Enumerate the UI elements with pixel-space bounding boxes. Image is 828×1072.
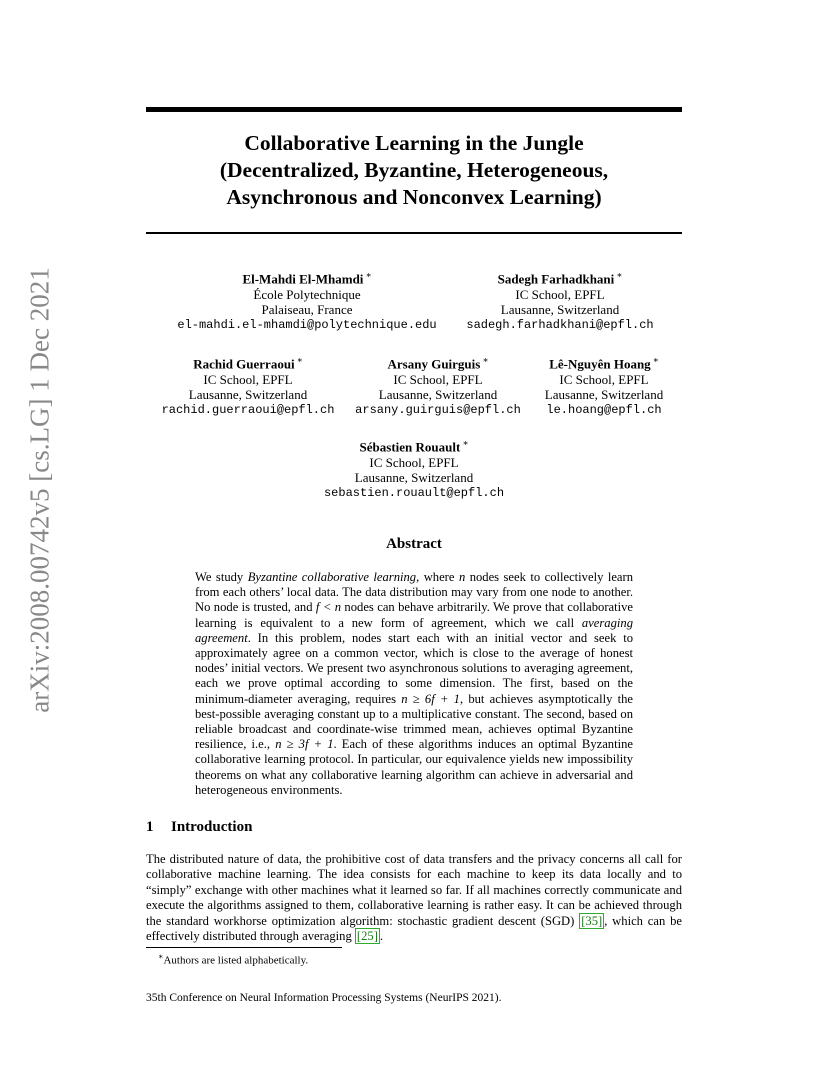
citation-link[interactable]: [25] bbox=[356, 929, 378, 944]
author-block-3: Rachid Guerraoui ∗ IC School, EPFL Lausanne, Switzerland rachid.guerraoui@epfl.ch bbox=[150, 353, 346, 418]
author-name: Sadegh Farhadkhani bbox=[497, 271, 615, 287]
author-email[interactable]: el-mahdi.el-mhamdi@polytechnique.edu bbox=[177, 317, 437, 332]
author-affiliation: IC School, EPFL bbox=[203, 371, 293, 387]
author-affiliation: IC School, EPFL bbox=[515, 286, 605, 302]
author-name: Lê-Nguyên Hoang bbox=[549, 356, 651, 372]
author-block-2: Sadegh Farhadkhani ∗ IC School, EPFL Lausanne, Switzerland sadegh.farhadkhani@epfl.ch bbox=[462, 268, 658, 333]
author-affiliation: IC School, EPFL bbox=[369, 454, 459, 470]
author-location: Lausanne, Switzerland bbox=[544, 387, 664, 403]
author-block-5: Lê-Nguyên Hoang ∗ IC School, EPFL Lausanne, Switzerland le.hoang@epfl.ch bbox=[534, 353, 674, 418]
author-email[interactable]: sebastien.rouault@epfl.ch bbox=[323, 485, 505, 500]
author-location: Lausanne, Switzerland bbox=[188, 387, 308, 403]
author-email[interactable]: rachid.guerraoui@epfl.ch bbox=[161, 402, 335, 417]
author-location: Lausanne, Switzerland bbox=[354, 470, 474, 486]
author-name: Arsany Guirguis bbox=[387, 356, 481, 372]
author-location: Lausanne, Switzerland bbox=[500, 302, 620, 318]
citation-link[interactable]: [35] bbox=[581, 913, 603, 928]
arxiv-sidebar bbox=[20, 267, 60, 713]
author-affiliation: IC School, EPFL bbox=[559, 371, 649, 387]
title-rule-top bbox=[146, 107, 682, 112]
footnote: ∗Authors are listed alphabetically. bbox=[158, 952, 309, 967]
title-line-3: Asynchronous and Nonconvex Learning) bbox=[226, 185, 602, 209]
author-affiliation: IC School, EPFL bbox=[393, 371, 483, 387]
section-number: 1 bbox=[146, 819, 154, 835]
introduction-paragraph: The distributed nature of data, the prohibitive cost of data transfers and the privacy concerns all call for collaborative machine learning. The idea consists for each machine to keep its data locally and to “simply” exchange with other machines what it learned so far. If all machines correctly communicate and execute the algorithms assigned to them, collaborative learning is rather easy. It can be achieved through the standard workhorse optimization algorithm: stochastic gradient descent (SGD) [35] , which can be effectively distributed through averaging [25] . bbox=[146, 852, 683, 944]
conference-note: 35th Conference on Neural Information Processing Systems (NeurIPS 2021). bbox=[146, 992, 502, 1004]
abstract-heading: Abstract bbox=[386, 536, 442, 552]
title-line-1: Collaborative Learning in the Jungle bbox=[244, 131, 584, 155]
author-affiliation: École Polytechnique bbox=[253, 286, 361, 302]
author-name: Rachid Guerraoui bbox=[193, 356, 295, 372]
author-email[interactable]: sadegh.farhadkhani@epfl.ch bbox=[466, 317, 654, 332]
author-block-4: Arsany Guirguis ∗ IC School, EPFL Lausanne, Switzerland arsany.guirguis@epfl.ch bbox=[348, 353, 528, 418]
arxiv-identifier: arXiv:2008.00742v5 [cs.LG] 1 Dec 2021 bbox=[24, 267, 55, 713]
footnote-rule bbox=[146, 947, 342, 948]
author-location: Palaiseau, France bbox=[261, 302, 353, 318]
abstract-text: We study Byzantine collaborative learning, where n nodes seek to collectively learn from each others’ local data. The data distribution may vary from one node to another. No node is trusted, and f < n nodes can behave arbitrarily. We prove that collaborative learning is equivalent to a new form of agreement, which we call averaging agreement. In this problem, nodes start each with an initial vector and seek to approximately agree on a common vector, which is close to the average of honest nodes’ initial vectors. We present two asynchronous solutions to averaging agreement, each we prove optimal according to some dimension. The first, based on the minimum-diameter averaging, requires n ≥ 6f + 1, but achieves asymptotically the best-possible averaging constant up to a multiplicative constant. The second, based on reliable broadcast and coordinate-wise trimmed mean, achieves optimal Byzantine resilience, i.e., n ≥ 3f + 1. Each of these algorithms induces an optimal Byzantine collaborative learning protocol. In particular, our equivalence yields new impossibility theorems on what any collaborative learning algorithm can achieve in adversarial and heterogeneous environments. bbox=[195, 570, 634, 797]
author-name: Sébastien Rouault bbox=[359, 439, 461, 455]
title-line-2: (Decentralized, Byzantine, Heterogeneous, bbox=[219, 158, 609, 182]
section-title: Introduction bbox=[171, 819, 253, 835]
author-block-1: El-Mahdi El-Mhamdi ∗ École Polytechnique Palaiseau, France el-mahdi.el-mhamdi@polytechnique.edu bbox=[166, 268, 448, 333]
author-block-6: Sébastien Rouault ∗ IC School, EPFL Lausanne, Switzerland sebastien.rouault@epfl.ch bbox=[314, 436, 514, 501]
section-heading-introduction bbox=[146, 819, 252, 836]
author-location: Lausanne, Switzerland bbox=[378, 387, 498, 403]
title-rule-bottom bbox=[146, 232, 682, 234]
author-name: El-Mahdi El-Mhamdi bbox=[242, 271, 364, 287]
author-email[interactable]: arsany.guirguis@epfl.ch bbox=[355, 402, 521, 417]
paper-title bbox=[146, 130, 682, 211]
author-email[interactable]: le.hoang@epfl.ch bbox=[546, 402, 662, 417]
